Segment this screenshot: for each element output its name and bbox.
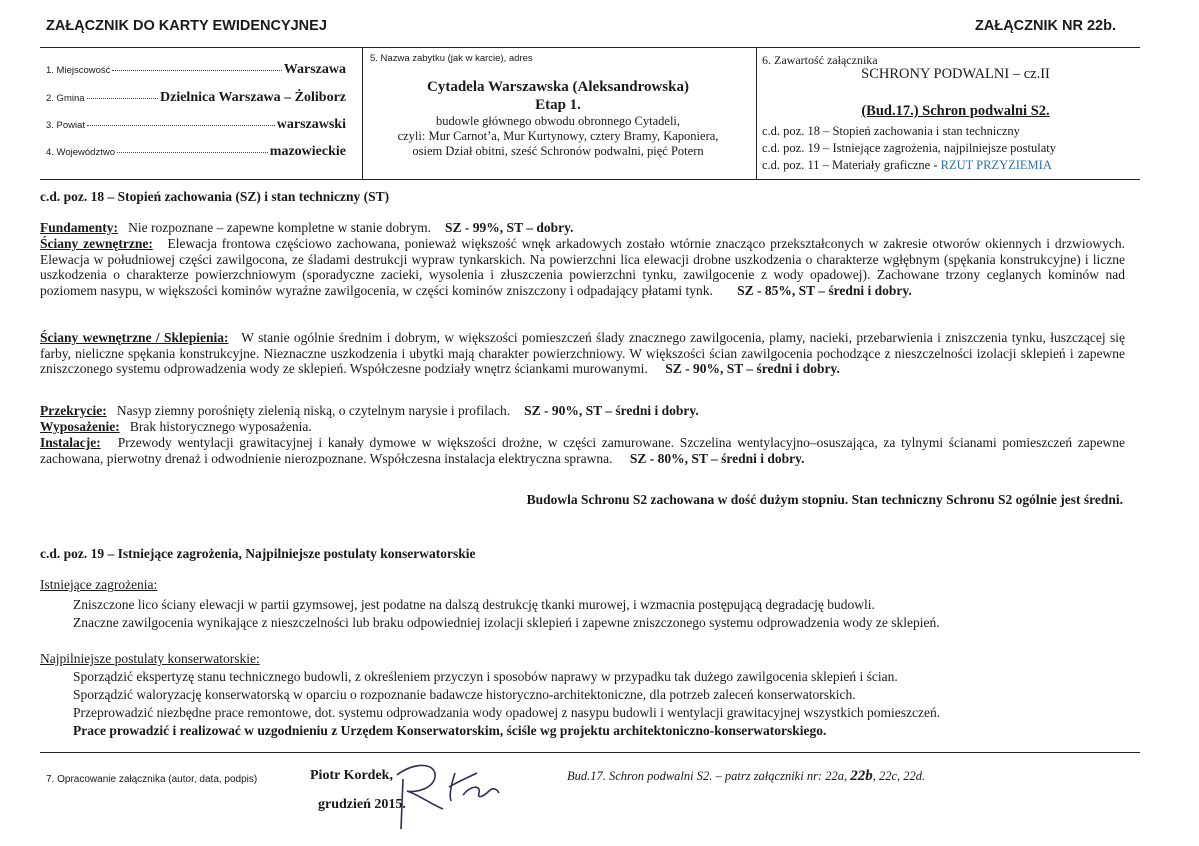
threats-label: Istniejące zagrożenia:: [40, 577, 158, 592]
address-row: 2. Gmina Dzielnica Warszawa – Żoliborz: [46, 90, 346, 105]
address-row: 4. Województwo mazowieckie: [46, 144, 346, 159]
footer-label: 7. Opracowanie załącznika (autor, data, podpis): [46, 774, 258, 785]
sciany-wewnetrzne-paragraph: Ściany wewnętrzne / Sklepienia: W stanie ogólnie średnim i dobrym, w większości pomieszczeń ślady znacznego zawilgocenia, plamy, nacieki, przebarwienia i zniszczenia tynku, łuszczącej się farby, nieliczne spękania konstrukcyjne. Nieznaczne uszkodzenia i ubytki mają charakter powierzchniowy. W większości ścian zawilgocenia pochodzące z nieszczelności izolacji sklepień i zapewne zniszczonego systemu odprowadzenia wody ze sklepień. Współczesne podziały wnętrz ściankami murowanymi. SZ - 90%, ST – średni i dobry.: [40, 330, 1126, 377]
signature: [385, 755, 515, 835]
postulate-item: Przeprowadzić niezbędne prace remontowe, dot. systemu odprowadzania wody opadowej z nasypu budowli i wentylacji grawitacyjnej wszystkich pomieszczeń.: [73, 705, 941, 720]
fundamenty-paragraph: Fundamenty: Nie rozpoznane – zapewne kompletne w stanie dobrym. SZ - 99%, ST – dobry.: [40, 220, 574, 235]
postulates-label: Najpilniejsze postulaty konserwatorskie:: [40, 651, 260, 666]
threat-item: Znaczne zawilgocenia wynikające z nieszczelności lub braku odpowiedniej izolacji sklepień i zapewne zniszczonego systemu odprowadzenia wody ze sklepień.: [73, 615, 940, 630]
monument-desc: osiem Dział obitni, sześć Schronów podwalni, pięć Potern: [412, 144, 704, 158]
attachment-references: Bud.17. Schron podwalni S2. – patrz załączniki nr: 22a, 22b, 22c, 22d.: [567, 768, 926, 784]
address-row: 3. Powiat warszawski: [46, 117, 346, 132]
contents-item: c.d. poz. 19 – Istniejące zagrożenia, najpilniejsze postulaty: [762, 141, 1057, 155]
contents-item: c.d. poz. 18 – Stopień zachowania i stan techniczny: [762, 124, 1020, 138]
postulate-item: Sporządzić ekspertyzę stanu technicznego budowli, z określeniem przyczyn i sposobów naprawy w przypadku tak dużego zawilgocenia sklepień i ścian.: [73, 669, 898, 684]
monument-name: Cytadela Warszawska (Aleksandrowska): [427, 79, 689, 95]
section-18-summary: Budowla Schronu S2 zachowana w dość dużym stopniu. Stan techniczny Schronu S2 ogólnie jest średni.: [526, 492, 1123, 507]
section-18-heading: c.d. poz. 18 – Stopień zachowania (SZ) i stan techniczny (ST): [40, 189, 390, 204]
header-title: ZAŁĄCZNIK DO KARTY EWIDENCYJNEJ: [46, 18, 327, 34]
monument-info: [362, 78, 754, 159]
footer-rule: [40, 752, 1140, 753]
attachment-number: ZAŁĄCZNIK NR 22b.: [975, 18, 1116, 34]
postulate-item: Sporządzić waloryzację konserwatorską w oparciu o rozpoznanie badawcze historyczno-architektoniczne, dla potrzeb zaleceń konserwatorskich.: [73, 687, 856, 702]
sciany-zewnetrzne-paragraph: Ściany zewnętrzne: Elewacja frontowa częściowo zachowana, ponieważ większość wnęk arkadowych zostało wtórnie znacząco przekształconych w zakresie otworów okiennych i drzwiowych. Elewacja w południowej części zawilgocona, ze śladami destrukcji wypraw tynkarskich. Na powierzchni lica elewacji drobne uszkodzenia o charakterze wgłębnym (spękania konstrukcyjne) i liczne uszkodzenia o charakterze powierzchniowym (sporadyczne zacieki, wysolenia i złuszczenia powierzchni tynku, zawilgocenie z wody opadowej). Zachowane trzony ceglanych kominów nad poziomem nasypu, w większości kominów wyraźne zawilgocenia, w części kominów zniszczony i odpadający płatami tynk. SZ - 85%, ST – średni i dobry.: [40, 236, 1126, 299]
section-19-heading: c.d. poz. 19 – Istniejące zagrożenia, Najpilniejsze postulaty konserwatorskie: [40, 546, 476, 561]
author-date: grudzień 2015.: [318, 797, 406, 812]
monument-label: 5. Nazwa zabytku (jak w karcie), adres: [370, 53, 533, 64]
header-bottom-rule: [40, 179, 1140, 180]
contents-title: SCHRONY PODWALNI – cz.II: [861, 66, 1050, 82]
building-title: (Bud.17.) Schron podwalni S2.: [861, 103, 1050, 119]
drawing-reference: RZUT PRZYZIEMIA: [940, 158, 1052, 172]
postulate-final: Prace prowadzić i realizować w uzgodnieniu z Urzędem Konserwatorskim, ściśle wg projektu architektoniczno-konserwatorskiego.: [73, 723, 827, 738]
monument-desc: budowle głównego obwodu obronnego Cytadeli,: [435, 114, 681, 128]
wyposazenie-paragraph: Wyposażenie: Brak historycznego wyposażenia.: [40, 419, 312, 434]
header-rule: [40, 47, 1140, 48]
contents-item: c.d. poz. 11 – Materiały graficzne - RZUT PRZYZIEMIA: [762, 158, 1052, 172]
monument-desc: czyli: Mur Carnot’a, Mur Kurtynowy, cztery Bramy, Kaponiera,: [397, 129, 719, 143]
przekrycie-paragraph: Przekrycie: Nasyp ziemny porośnięty zielenią niską, o czytelnym narysie i profilach. SZ - 90%, ST – średni i dobry.: [40, 403, 699, 418]
author-name: Piotr Kordek,: [310, 768, 393, 783]
monument-stage: Etap 1.: [535, 97, 581, 113]
contents-label: 6. Zawartość załącznika: [762, 53, 878, 67]
instalacje-paragraph: Instalacje: Przewody wentylacji grawitacyjnej i kanały dymowe w większości drożne, w części zamurowane. Szczelina wentylacyjno–osuszająca, za tylnymi ścianami pomieszczeń zapewne zachowana, pierwotny drenaż i odwodnienie nierozpoznane. Współczesna instalacja elektryczna sprawna. SZ - 80%, ST – średni i dobry.: [40, 435, 1125, 466]
divider: [756, 47, 757, 179]
threat-item: Zniszczone lico ściany elewacji w partii gzymsowej, jest podatne na dalszą destrukcję tkanki murowej, i wzmacnia postępującą degradację budowli.: [73, 597, 875, 612]
address-row: 1. Miejscowość Warszawa: [46, 62, 346, 77]
